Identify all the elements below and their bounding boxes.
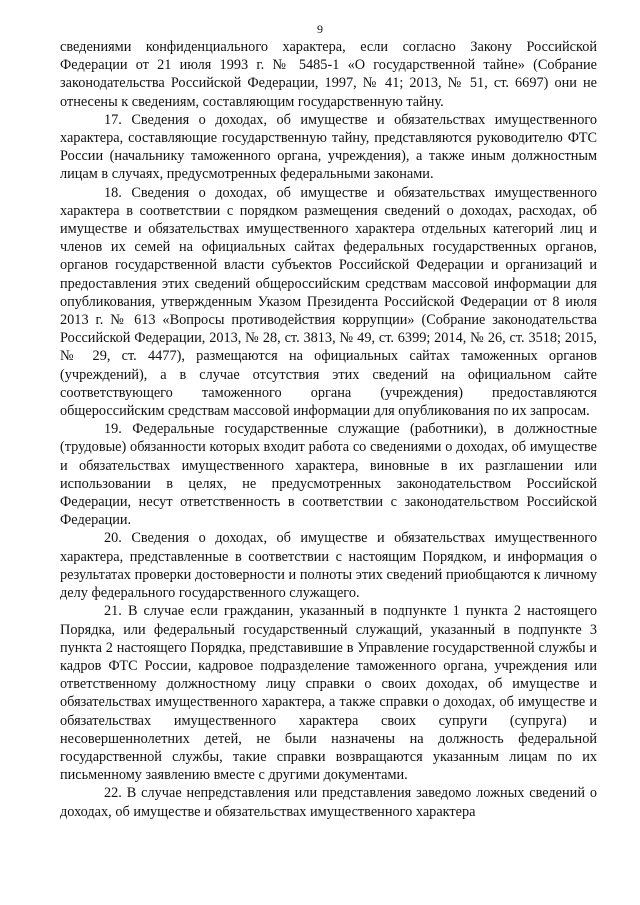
paragraph-17: 17. Сведения о доходах, об имуществе и обязательствах имущественного характера, составляющие государственную тайну, представляются руководителю ФТС России (начальнику таможенного органа, учреждения), а также иным должностным лицам в случаях, предусмотренных федеральными законами. (60, 111, 597, 183)
paragraph-continuation: сведениями конфиденциального характера, если согласно Закону Российской Федерации от 21 июля 1993 г. № 5485-1 «О государственной тайне» (Собрание законодательства Российской Федерации, 1997, № 41; 2013, № 51, ст. 6697) они не отнесены к сведениям, составляющим государственную тайну. (60, 39, 597, 110)
document-body (60, 38, 597, 821)
paragraph-19: 19. Федеральные государственные служащие (работники), в должностные (трудовые) обязанности которых входит работа со сведениями о доходах, об имуществе и обязательствах имущественного характера, виновные в их разглашении или использовании в целях, не предусмотренных законодательством Российской Федерации, несут ответственность в соответствии с законодательством Российской Федерации. (60, 421, 597, 529)
paragraph-22: 22. В случае непредставления или представления заведомо ложных сведений о доходах, об имуществе и обязательствах имущественного характера (60, 785, 597, 820)
paragraph-21: 21. В случае если гражданин, указанный в подпункте 1 пункта 2 настоящего Порядка, или федеральный государственный служащий, указанный в подпункте 3 пункта 2 настоящего Порядка, представившие в Управление государственной службы и кадров ФТС России, кадровое подразделение таможенного органа, учреждения или ответственному должностному лицу справки о своих доходах, об имуществе и обязательствах имущественного характера, а также справки о доходах, об имуществе и обязательствах имущественного характера своих супруги (супруга) и несовершеннолетних детей, не были назначены на должность федеральной государственной службы, такие справки возвращаются указанным лицам по их письменному заявлению вместе с другими документами. (60, 603, 597, 784)
page-number: 9 (317, 22, 323, 36)
paragraph-20: 20. Сведения о доходах, об имуществе и обязательствах имущественного характера, представленные в соответствии с настоящим Порядком, и информация о результатах проверки достоверности и полноты этих сведений приобщаются к личному делу федерального государственного служащего. (60, 530, 597, 602)
paragraph-18: 18. Сведения о доходах, об имуществе и обязательствах имущественного характера в соответствии с порядком размещения сведений о доходах, расходах, об имуществе и обязательствах имущественного характера отдельных категорий лиц и членов их семей на официальных сайтах федеральных государственных органов, органов государственной власти субъектов Российской Федерации и организаций и предоставления этих сведений общероссийским средствам массовой информации для опубликования, утвержденным Указом Президента Российской Федерации от 8 июля 2013 г. № 613 «Вопросы противодействия коррупции» (Собрание законодательства Российской Федерации, 2013, № 28, ст. 3813, № 49, ст. 6399; 2014, № 26, ст. 3518; 2015, № 29, ст. 4477), размещаются на официальных сайтах таможенных органов (учреждений), а в случае отсутствия этих сведений на официальном сайте соответствующего таможенного органа (учреждения) предоставляются общероссийским средствам массовой информации для опубликования по их запросам. (60, 184, 597, 420)
